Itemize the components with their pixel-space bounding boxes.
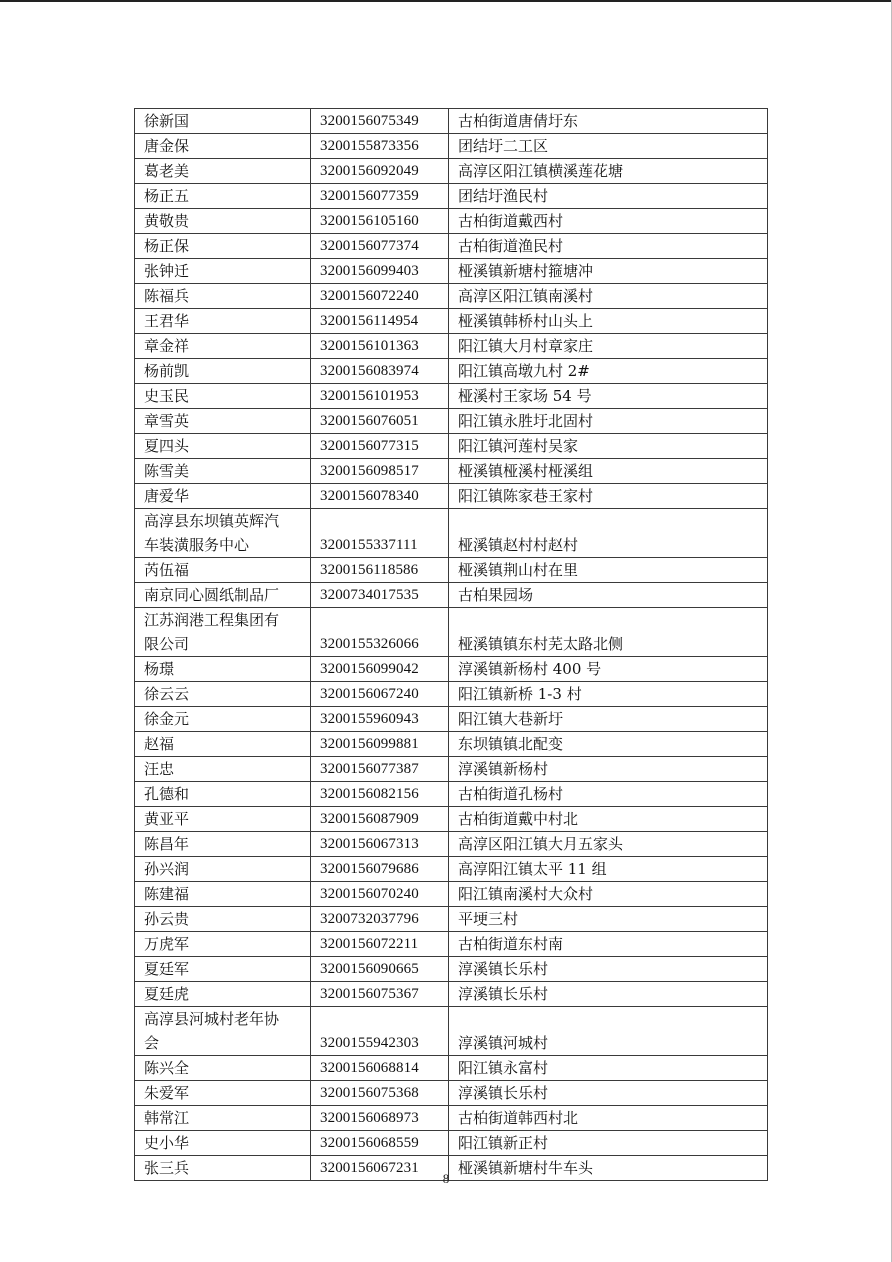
account-number-cell: 3200732037796 [311,907,449,932]
address-cell: 桠溪镇韩桥村山头上 [449,309,768,334]
account-number-cell: 3200156068559 [311,1131,449,1156]
address-cell: 团结圩渔民村 [449,184,768,209]
table-row [135,832,768,857]
name-cell: 张钟迁 [135,259,311,284]
table-row [135,184,768,209]
name-cell: 孙云贵 [135,907,311,932]
table-row [135,109,768,134]
table-row [135,608,768,657]
address-cell: 淳溪镇新杨村 [449,757,768,782]
table-row [135,359,768,384]
account-number-cell: 3200156082156 [311,782,449,807]
address-cell: 淳溪镇长乐村 [449,982,768,1007]
address-cell: 淳溪镇新杨村 400 号 [449,657,768,682]
account-number-cell: 3200156075367 [311,982,449,1007]
account-number-cell: 3200156099042 [311,657,449,682]
table-row [135,558,768,583]
table-row [135,334,768,359]
table-row [135,932,768,957]
table-row [135,982,768,1007]
account-number-cell: 3200156090665 [311,957,449,982]
name-cell: 江苏润港工程集团有 限公司 [135,608,311,657]
name-cell: 夏四头 [135,434,311,459]
address-cell: 阳江镇高墩九村 2# [449,359,768,384]
name-cell: 赵福 [135,732,311,757]
table-row [135,159,768,184]
name-cell: 唐金保 [135,134,311,159]
table-row [135,907,768,932]
name-cell: 陈福兵 [135,284,311,309]
name-cell: 徐新国 [135,109,311,134]
name-cell: 夏廷军 [135,957,311,982]
account-number-cell: 3200156067231 [311,1156,449,1181]
name-cell: 陈昌年 [135,832,311,857]
address-cell: 古柏街道唐倩圩东 [449,109,768,134]
account-number-cell: 3200156101363 [311,334,449,359]
account-number-cell: 3200156092049 [311,159,449,184]
table-row [135,732,768,757]
account-number-cell: 3200156072211 [311,932,449,957]
account-number-cell: 3200156114954 [311,309,449,334]
name-cell: 张三兵 [135,1156,311,1181]
page-top-border [0,0,892,2]
name-cell: 高淳县河城村老年协 会 [135,1007,311,1056]
name-cell: 黄敬贵 [135,209,311,234]
name-cell: 史玉民 [135,384,311,409]
address-cell: 阳江镇河莲村吴家 [449,434,768,459]
table-row [135,484,768,509]
name-cell: 徐云云 [135,682,311,707]
account-number-cell: 3200156099881 [311,732,449,757]
account-number-cell: 3200155337111 [311,509,449,558]
table-row [135,1081,768,1106]
name-cell: 黄亚平 [135,807,311,832]
account-number-cell: 3200156077374 [311,234,449,259]
table-row [135,882,768,907]
address-cell: 阳江镇大月村章家庄 [449,334,768,359]
table-row [135,134,768,159]
table-row [135,384,768,409]
account-number-cell: 3200156075349 [311,109,449,134]
records-table [134,108,768,1181]
name-cell: 夏廷虎 [135,982,311,1007]
account-number-cell: 3200155326066 [311,608,449,657]
address-cell: 桠溪镇新塘村牛车头 [449,1156,768,1181]
address-cell: 团结圩二工区 [449,134,768,159]
account-number-cell: 3200155960943 [311,707,449,732]
address-cell: 古柏街道东村南 [449,932,768,957]
account-number-cell: 3200156105160 [311,209,449,234]
account-number-cell: 3200156079686 [311,857,449,882]
account-number-cell: 3200156078340 [311,484,449,509]
table-row [135,682,768,707]
account-number-cell: 3200156075368 [311,1081,449,1106]
name-cell: 杨正五 [135,184,311,209]
table-row [135,707,768,732]
name-cell: 汪忠 [135,757,311,782]
address-cell: 淳溪镇长乐村 [449,1081,768,1106]
address-cell: 古柏街道孔杨村 [449,782,768,807]
account-number-cell: 3200156076051 [311,409,449,434]
account-number-cell: 3200155873356 [311,134,449,159]
table-row [135,509,768,558]
name-cell: 韩常江 [135,1106,311,1131]
account-number-cell: 3200156083974 [311,359,449,384]
account-number-cell: 3200156072240 [311,284,449,309]
address-cell: 阳江镇南溪村大众村 [449,882,768,907]
table-row [135,657,768,682]
name-cell: 孙兴润 [135,857,311,882]
address-cell: 高淳阳江镇太平 11 组 [449,857,768,882]
address-cell: 东坝镇镇北配变 [449,732,768,757]
address-cell: 古柏街道韩西村北 [449,1106,768,1131]
account-number-cell: 3200734017535 [311,583,449,608]
name-cell: 史小华 [135,1131,311,1156]
table-row [135,1131,768,1156]
table-row [135,782,768,807]
address-cell: 阳江镇大巷新圩 [449,707,768,732]
table-row [135,309,768,334]
name-cell: 孔德和 [135,782,311,807]
table-row [135,434,768,459]
address-cell: 阳江镇永富村 [449,1056,768,1081]
name-cell: 章金祥 [135,334,311,359]
address-cell: 桠溪镇镇东村芜太路北侧 [449,608,768,657]
name-cell: 陈建福 [135,882,311,907]
account-number-cell: 3200156099403 [311,259,449,284]
account-number-cell: 3200156098517 [311,459,449,484]
address-cell: 淳溪镇长乐村 [449,957,768,982]
address-cell: 古柏果园场 [449,583,768,608]
table-row [135,259,768,284]
name-cell: 徐金元 [135,707,311,732]
account-number-cell: 3200156067313 [311,832,449,857]
address-cell: 淳溪镇河城村 [449,1007,768,1056]
address-cell: 阳江镇新正村 [449,1131,768,1156]
account-number-cell: 3200156077387 [311,757,449,782]
table-row [135,583,768,608]
table-row [135,857,768,882]
table-row [135,234,768,259]
address-cell: 古柏街道戴西村 [449,209,768,234]
name-cell: 章雪英 [135,409,311,434]
table-row [135,957,768,982]
account-number-cell: 3200156067240 [311,682,449,707]
address-cell: 桠溪镇桠溪村桠溪组 [449,459,768,484]
table-row [135,409,768,434]
account-number-cell: 3200156068814 [311,1056,449,1081]
table-row [135,459,768,484]
table-row [135,284,768,309]
account-number-cell: 3200156077315 [311,434,449,459]
address-cell: 高淳区阳江镇南溪村 [449,284,768,309]
table-row [135,1056,768,1081]
account-number-cell: 3200156118586 [311,558,449,583]
account-number-cell: 3200156087909 [311,807,449,832]
account-number-cell: 3200156070240 [311,882,449,907]
table-row [135,807,768,832]
account-number-cell: 3200156101953 [311,384,449,409]
name-cell: 朱爱军 [135,1081,311,1106]
account-number-cell: 3200156068973 [311,1106,449,1131]
name-cell: 南京同心圆纸制品厂 [135,583,311,608]
address-cell: 高淳区阳江镇大月五家头 [449,832,768,857]
address-cell: 阳江镇新桥 1-3 村 [449,682,768,707]
address-cell: 桠溪村王家场 54 号 [449,384,768,409]
address-cell: 古柏街道戴中村北 [449,807,768,832]
table-row [135,1007,768,1056]
name-cell: 王君华 [135,309,311,334]
address-cell: 桠溪镇新塘村箍塘冲 [449,259,768,284]
name-cell: 杨前凯 [135,359,311,384]
name-cell: 葛老美 [135,159,311,184]
name-cell: 杨璟 [135,657,311,682]
page-number: 8 [442,1171,450,1186]
name-cell: 杨正保 [135,234,311,259]
name-cell: 高淳县东坝镇英辉汽 车装潢服务中心 [135,509,311,558]
address-cell: 阳江镇永胜圩北固村 [449,409,768,434]
table-row [135,209,768,234]
address-cell: 桠溪镇荆山村在里 [449,558,768,583]
records-table-body [135,109,768,1181]
table-row [135,1106,768,1131]
address-cell: 平埂三村 [449,907,768,932]
account-number-cell: 3200156077359 [311,184,449,209]
address-cell: 古柏街道渔民村 [449,234,768,259]
name-cell: 陈雪美 [135,459,311,484]
address-cell: 高淳区阳江镇横溪莲花塘 [449,159,768,184]
name-cell: 万虎军 [135,932,311,957]
name-cell: 唐爱华 [135,484,311,509]
name-cell: 芮伍福 [135,558,311,583]
address-cell: 桠溪镇赵村村赵村 [449,509,768,558]
account-number-cell: 3200155942303 [311,1007,449,1056]
table-row [135,757,768,782]
address-cell: 阳江镇陈家巷王家村 [449,484,768,509]
name-cell: 陈兴全 [135,1056,311,1081]
